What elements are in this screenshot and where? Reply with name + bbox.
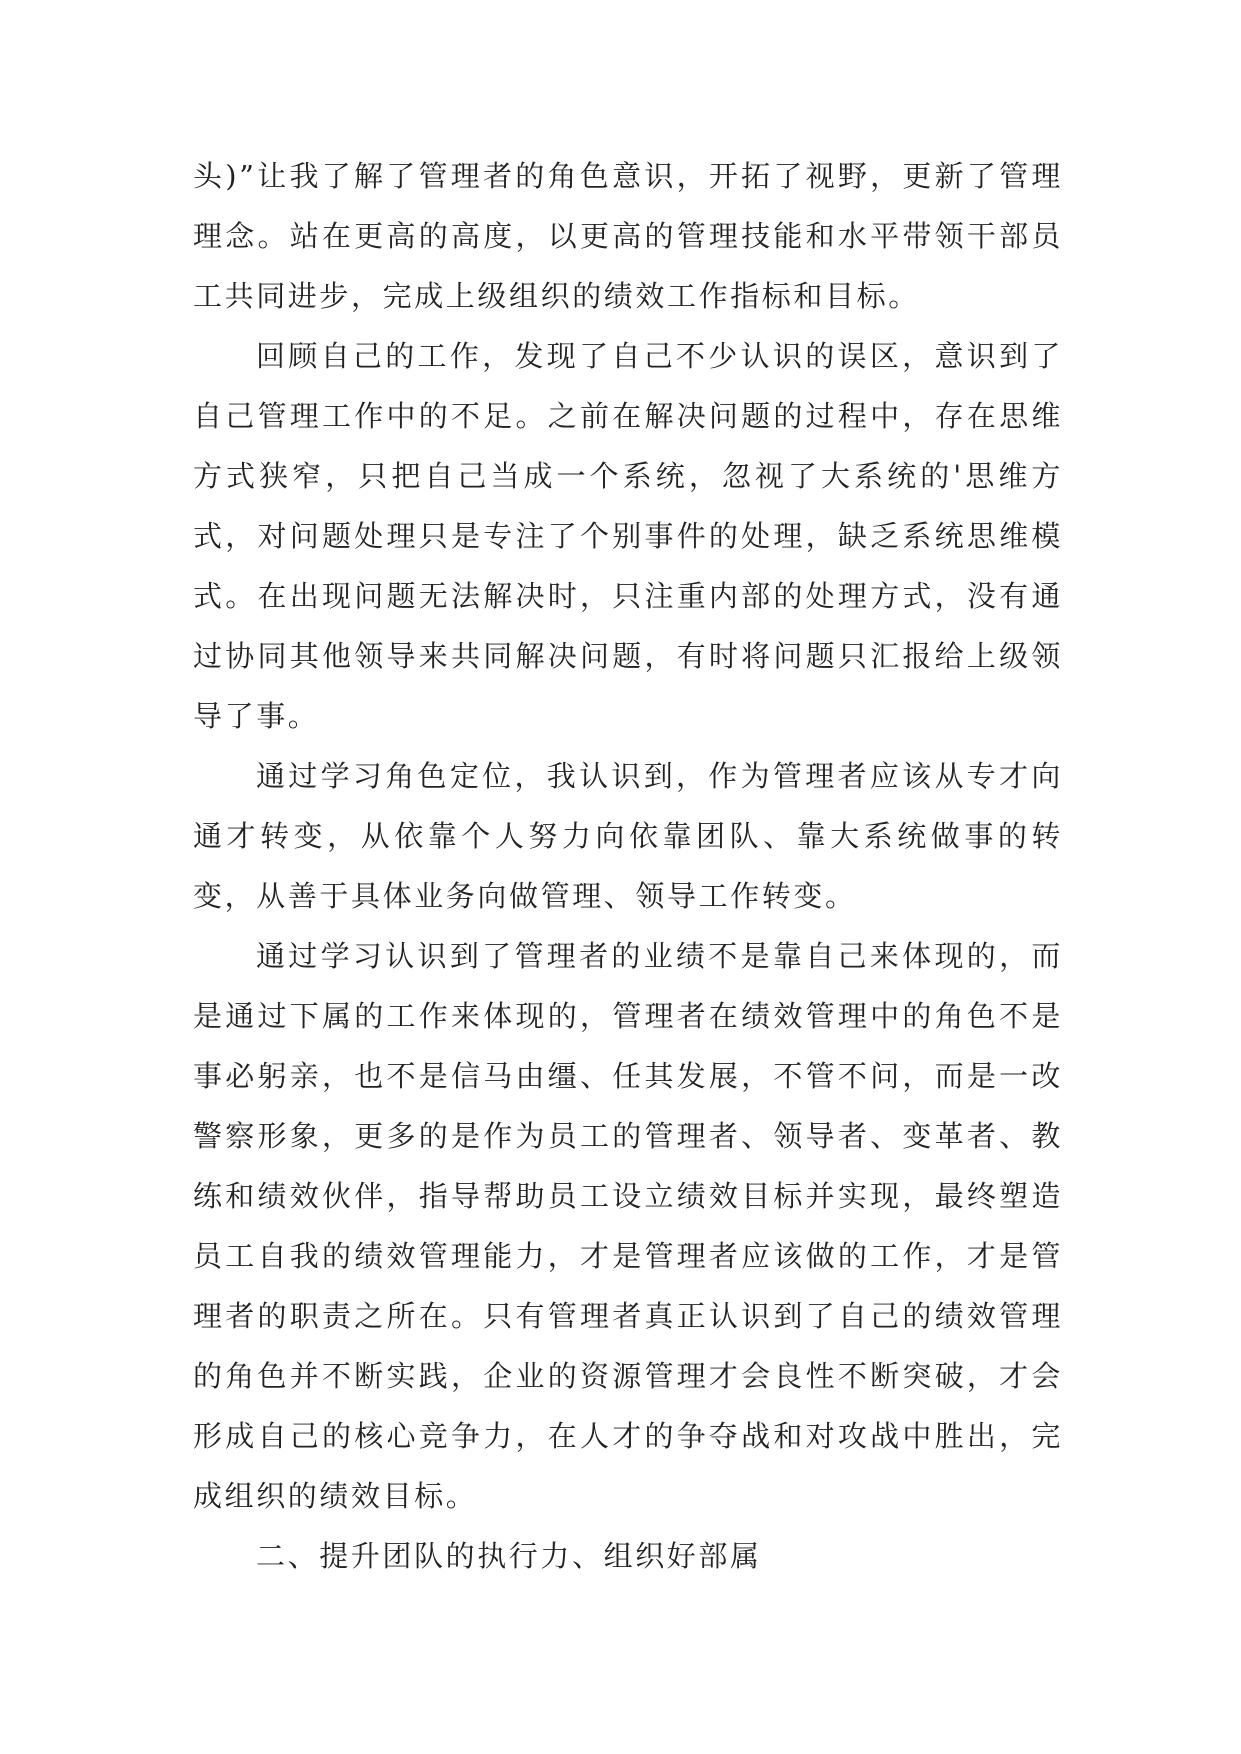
- paragraph-continuation: 头)”让我了解了管理者的角色意识，开拓了视野，更新了管理理念。站在更高的高度，以更高的管理技能和水平带领干部员工共同进步，完成上级组织的绩效工作指标和目标。: [193, 159, 1063, 313]
- document-body: [193, 146, 1063, 1586]
- paragraph-performance-role: 通过学习认识到了管理者的业绩不是靠自己来体现的，而是通过下属的工作来体现的，管理者在绩效管理中的角色不是事必躬亲，也不是信马由缰、任其发展，不管不问，而是一改警察形象，更多的是作为员工的管理者、领导者、变革者、教练和绩效伙伴，指导帮助员工设立绩效目标并实现，最终塑造员工自我的绩效管理能力，才是管理者应该做的工作，才是管理者的职责之所在。只有管理者真正认识到了自己的绩效管理的角色并不断实践，企业的资源管理才会良性不断突破，才会形成自己的核心竞争力，在人才的争夺战和对攻战中胜出，完成组织的绩效目标。: [193, 939, 1063, 1513]
- paragraph-role-positioning: 通过学习角色定位，我认识到，作为管理者应该从专才向通才转变，从依靠个人努力向依靠团队、靠大系统做事的转变，从善于具体业务向做管理、领导工作转变。: [193, 759, 1063, 913]
- section-heading: 二、提升团队的执行力、组织好部属: [256, 1539, 762, 1573]
- paragraph-review: 回顾自己的工作，发现了自己不少认识的误区，意识到了自己管理工作中的不足。之前在解决问题的过程中，存在思维方式狭窄，只把自己当成一个系统，忽视了大系统的'思维方式，对问题处理只是专注了个别事件的处理，缺乏系统思维模式。在出现问题无法解决时，只注重内部的处理方式，没有通过协同其他领导来共同解决问题，有时将问题只汇报给上级领导了事。: [193, 339, 1063, 733]
